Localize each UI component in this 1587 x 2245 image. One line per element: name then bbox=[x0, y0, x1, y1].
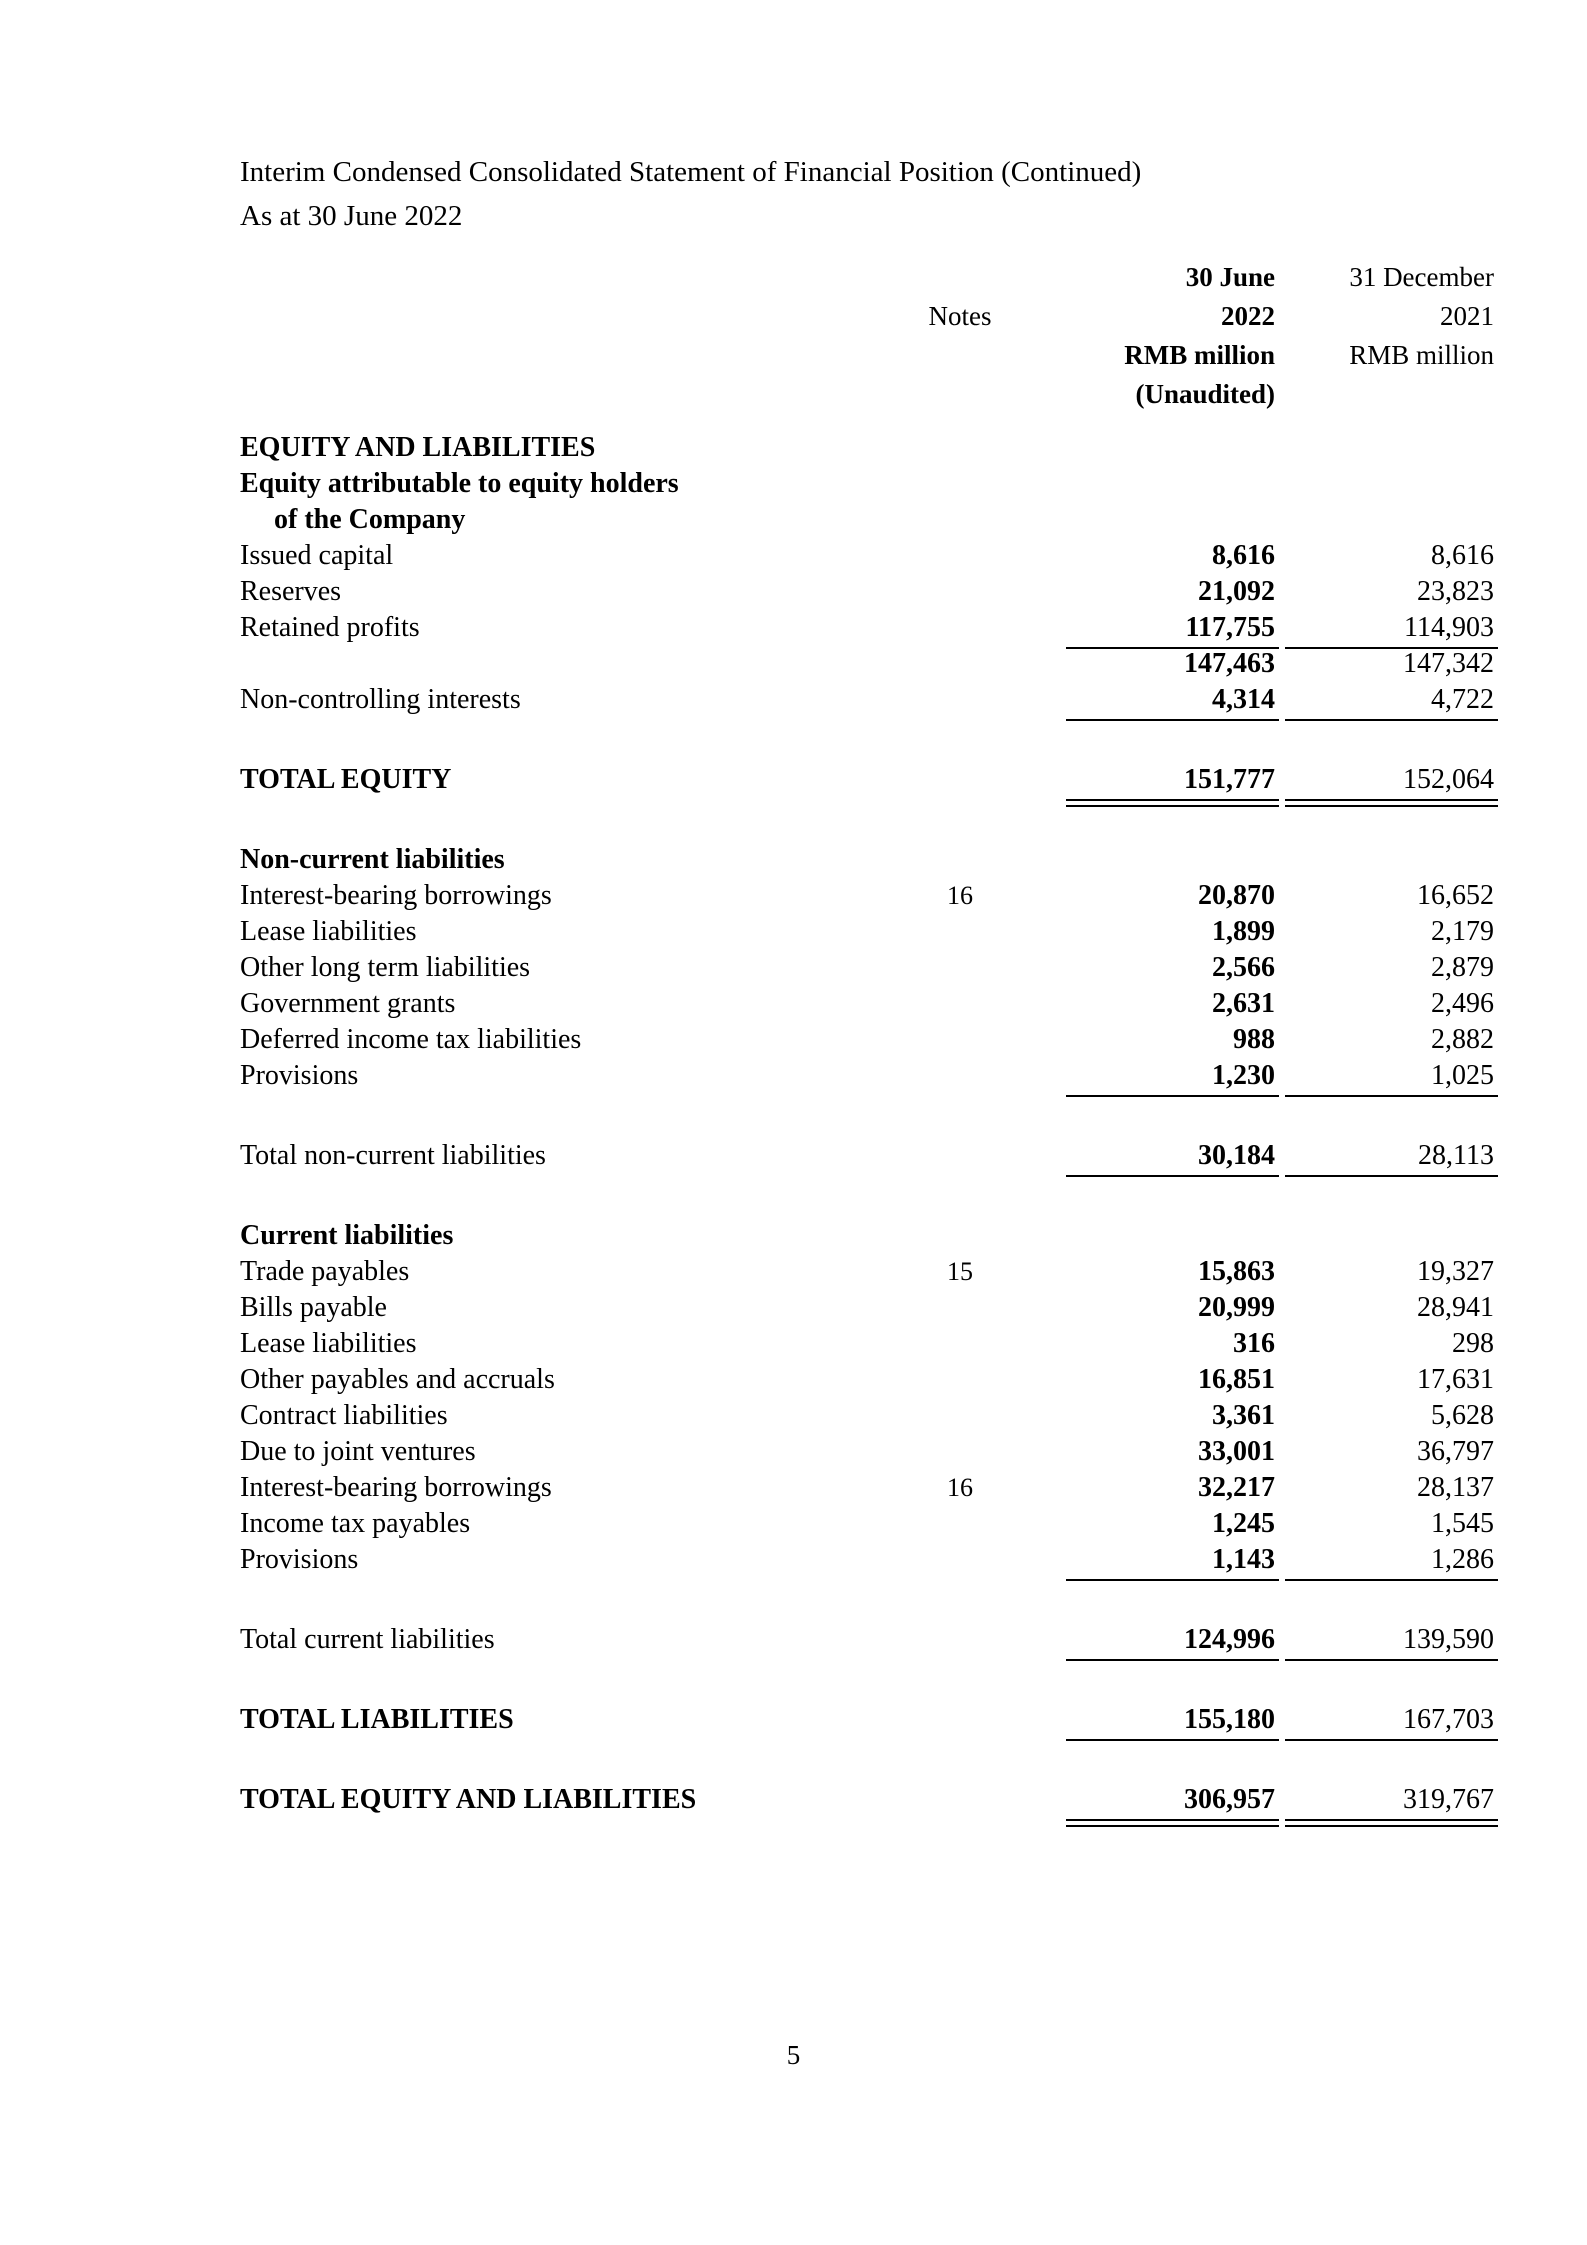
table-row bbox=[240, 878, 1494, 914]
current-value-cell: 30,184 bbox=[1060, 1138, 1279, 1174]
row-spacer bbox=[240, 1738, 1430, 1782]
previous-value-cell: 28,113 bbox=[1279, 1138, 1498, 1174]
table-row bbox=[240, 986, 1494, 1022]
row-label: Provisions bbox=[240, 1060, 359, 1091]
current-value-cell: 124,996 bbox=[1060, 1622, 1279, 1658]
previous-value-cell: 19,327 bbox=[1417, 1256, 1494, 1287]
table-row-subtotal-equity-attributable bbox=[240, 646, 1494, 682]
current-value-cell: 1,143 bbox=[1060, 1542, 1279, 1578]
section-heading-non-current-liabilities bbox=[240, 842, 1430, 878]
current-value-cell: 4,314 bbox=[1060, 682, 1279, 718]
current-value-cell: 1,899 bbox=[1212, 916, 1275, 947]
document-header bbox=[240, 150, 1141, 238]
table-row-total-non-current-liabilities bbox=[240, 1138, 1494, 1174]
table-row bbox=[240, 1254, 1494, 1290]
table-row bbox=[240, 1290, 1494, 1326]
column-headers bbox=[240, 258, 1494, 414]
page-subtitle: As at 30 June 2022 bbox=[240, 200, 463, 232]
row-label: Provisions bbox=[240, 1544, 359, 1575]
section-heading-equity-and-liabilities bbox=[240, 430, 1430, 466]
previous-value-cell: 16,652 bbox=[1417, 880, 1494, 911]
section-heading-label: Non-current liabilities bbox=[240, 844, 505, 875]
table-row bbox=[240, 1022, 1494, 1058]
table-row bbox=[240, 1326, 1494, 1362]
table-row-total-liabilities bbox=[240, 1702, 1494, 1738]
current-value-cell: 316 bbox=[1233, 1328, 1275, 1359]
table-row bbox=[240, 1058, 1494, 1094]
previous-value-cell: 298 bbox=[1452, 1328, 1494, 1359]
previous-value-cell: 36,797 bbox=[1417, 1436, 1494, 1467]
table-row bbox=[240, 610, 1494, 646]
previous-value-cell: 28,941 bbox=[1417, 1292, 1494, 1323]
current-value-cell: 3,361 bbox=[1212, 1400, 1275, 1431]
previous-value-cell: 152,064 bbox=[1279, 762, 1498, 798]
table-row bbox=[240, 1470, 1494, 1506]
row-label: Trade payables bbox=[240, 1256, 410, 1287]
current-value-cell: 1,230 bbox=[1060, 1058, 1279, 1094]
header-previous-line2: 2021 bbox=[1440, 301, 1494, 331]
page-title: Interim Condensed Consolidated Statement of Financial Position (Continued) bbox=[240, 156, 1142, 188]
row-label: Issued capital bbox=[240, 540, 394, 571]
current-value-cell: 32,217 bbox=[1198, 1472, 1275, 1503]
row-label: Interest-bearing borrowings bbox=[240, 1472, 552, 1503]
header-current-line1: 30 June bbox=[1185, 262, 1275, 292]
previous-value-cell: 17,631 bbox=[1417, 1364, 1494, 1395]
table-row bbox=[240, 538, 1494, 574]
previous-value-cell: 139,590 bbox=[1279, 1622, 1498, 1658]
previous-value-cell: 147,342 bbox=[1403, 648, 1494, 679]
previous-value-cell: 2,879 bbox=[1431, 952, 1494, 983]
table-row bbox=[240, 1362, 1494, 1398]
previous-value-cell: 2,882 bbox=[1431, 1024, 1494, 1055]
row-label: Interest-bearing borrowings bbox=[240, 880, 552, 911]
header-notes-label: Notes bbox=[928, 301, 992, 331]
current-value-cell: 2,566 bbox=[1212, 952, 1275, 983]
subsection-heading-label: Equity attributable to equity holders bbox=[240, 468, 679, 499]
row-label: Due to joint ventures bbox=[240, 1436, 476, 1467]
previous-value-cell: 1,545 bbox=[1431, 1508, 1494, 1539]
table-row-total-current-liabilities bbox=[240, 1622, 1494, 1658]
table-row bbox=[240, 950, 1494, 986]
previous-value-cell: 8,616 bbox=[1431, 540, 1494, 571]
header-current-line2: 2022 bbox=[1221, 301, 1275, 331]
section-heading-label: Current liabilities bbox=[240, 1220, 454, 1251]
header-previous-line1: 31 December bbox=[1349, 262, 1494, 292]
row-label: Income tax payables bbox=[240, 1508, 471, 1539]
previous-value-cell: 167,703 bbox=[1279, 1702, 1498, 1738]
row-label: Other payables and accruals bbox=[240, 1364, 555, 1395]
subsection-heading-equity-attributable-1 bbox=[240, 466, 1430, 502]
current-value-cell: 16,851 bbox=[1198, 1364, 1275, 1395]
section-heading-current-liabilities bbox=[240, 1218, 1430, 1254]
previous-value-cell: 28,137 bbox=[1417, 1472, 1494, 1503]
row-label: Other long term liabilities bbox=[240, 952, 531, 983]
row-spacer bbox=[240, 718, 1430, 762]
row-label: TOTAL EQUITY bbox=[240, 764, 452, 795]
row-label: Lease liabilities bbox=[240, 916, 417, 947]
row-spacer bbox=[240, 1094, 1430, 1138]
row-label: Reserves bbox=[240, 576, 342, 607]
previous-value-cell: 114,903 bbox=[1279, 610, 1498, 646]
current-value-cell: 988 bbox=[1233, 1024, 1275, 1055]
row-spacer bbox=[240, 1578, 1430, 1622]
notes-cell: 16 bbox=[947, 1473, 973, 1502]
statement-table bbox=[240, 430, 1494, 1818]
current-value-cell: 306,957 bbox=[1060, 1782, 1279, 1818]
subsection-heading-label: of the Company bbox=[274, 504, 466, 535]
header-current-line3: RMB million bbox=[1124, 340, 1275, 370]
previous-value-cell: 2,179 bbox=[1431, 916, 1494, 947]
page-number: 5 bbox=[786, 2040, 801, 2070]
current-value-cell: 20,999 bbox=[1198, 1292, 1275, 1323]
row-label: Government grants bbox=[240, 988, 456, 1019]
previous-value-cell: 5,628 bbox=[1431, 1400, 1494, 1431]
row-label: Non-controlling interests bbox=[240, 684, 521, 715]
notes-cell: 15 bbox=[947, 1257, 973, 1286]
current-value-cell: 2,631 bbox=[1212, 988, 1275, 1019]
previous-value-cell: 4,722 bbox=[1279, 682, 1498, 718]
row-label: Total non-current liabilities bbox=[240, 1140, 546, 1171]
row-label: Total current liabilities bbox=[240, 1624, 495, 1655]
previous-value-cell: 2,496 bbox=[1431, 988, 1494, 1019]
table-row bbox=[240, 1398, 1494, 1434]
section-heading-label: EQUITY AND LIABILITIES bbox=[240, 432, 596, 463]
row-label: TOTAL EQUITY AND LIABILITIES bbox=[240, 1784, 697, 1815]
row-label: Contract liabilities bbox=[240, 1400, 448, 1431]
row-spacer bbox=[240, 1174, 1430, 1218]
table-row bbox=[240, 1434, 1494, 1470]
row-spacer bbox=[240, 1658, 1430, 1702]
notes-cell: 16 bbox=[947, 881, 973, 910]
row-label: Bills payable bbox=[240, 1292, 387, 1323]
current-value-cell: 33,001 bbox=[1198, 1436, 1275, 1467]
current-value-cell: 20,870 bbox=[1198, 880, 1275, 911]
current-value-cell: 147,463 bbox=[1184, 648, 1275, 679]
row-label: Deferred income tax liabilities bbox=[240, 1024, 582, 1055]
table-row-total-equity bbox=[240, 762, 1494, 798]
previous-value-cell: 1,025 bbox=[1279, 1058, 1498, 1094]
row-label: Lease liabilities bbox=[240, 1328, 417, 1359]
current-value-cell: 15,863 bbox=[1198, 1256, 1275, 1287]
current-value-cell: 117,755 bbox=[1060, 610, 1279, 646]
table-row bbox=[240, 574, 1494, 610]
table-row bbox=[240, 1542, 1494, 1578]
previous-value-cell: 23,823 bbox=[1417, 576, 1494, 607]
header-previous-line3: RMB million bbox=[1349, 340, 1494, 370]
row-label: Retained profits bbox=[240, 612, 420, 643]
row-label: TOTAL LIABILITIES bbox=[240, 1704, 514, 1735]
header-current-line4: (Unaudited) bbox=[1135, 379, 1275, 409]
table-row bbox=[240, 914, 1494, 950]
current-value-cell: 151,777 bbox=[1060, 762, 1279, 798]
table-row bbox=[240, 1506, 1494, 1542]
current-value-cell: 1,245 bbox=[1212, 1508, 1275, 1539]
current-value-cell: 21,092 bbox=[1198, 576, 1275, 607]
previous-value-cell: 1,286 bbox=[1279, 1542, 1498, 1578]
previous-value-cell: 319,767 bbox=[1279, 1782, 1498, 1818]
subsection-heading-equity-attributable-2 bbox=[240, 502, 1430, 538]
table-row bbox=[240, 682, 1494, 718]
current-value-cell: 8,616 bbox=[1212, 540, 1275, 571]
current-value-cell: 155,180 bbox=[1060, 1702, 1279, 1738]
table-row-total-equity-and-liabilities bbox=[240, 1782, 1494, 1818]
